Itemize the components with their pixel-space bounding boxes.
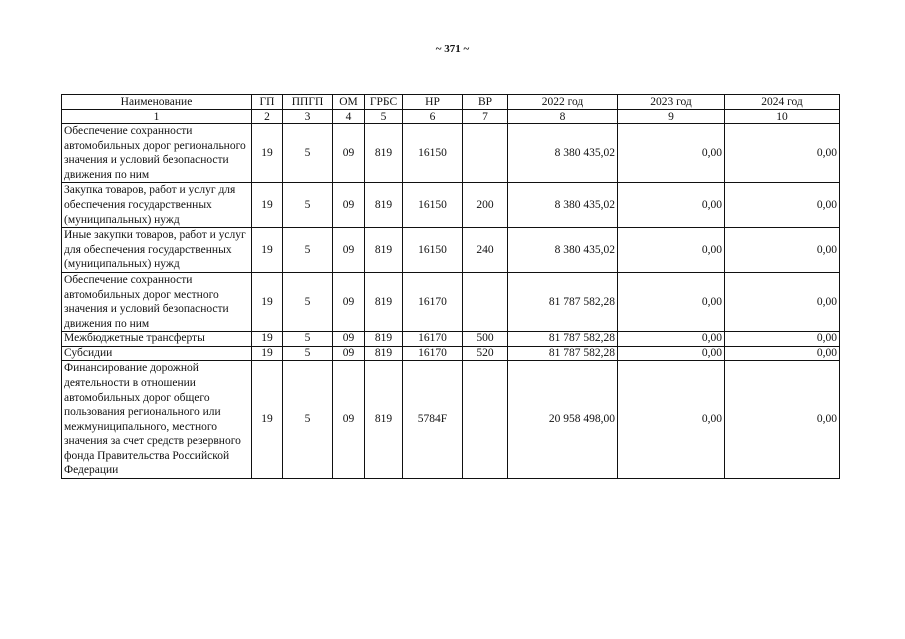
row-nr: 16170 xyxy=(403,332,463,347)
row-grbs: 819 xyxy=(365,332,403,347)
table-row xyxy=(62,361,840,479)
row-ppgp: 5 xyxy=(283,346,333,361)
row-om: 09 xyxy=(333,332,365,347)
row-amount-2023: 0,00 xyxy=(618,272,725,331)
header-ppgp: ППГП xyxy=(283,95,333,110)
row-vr xyxy=(463,272,508,331)
row-vr: 520 xyxy=(463,346,508,361)
page-number: ~ 371 ~ xyxy=(435,43,470,55)
row-gp: 19 xyxy=(252,228,283,273)
row-amount-2024: 0,00 xyxy=(725,183,840,228)
row-ppgp: 5 xyxy=(283,228,333,273)
column-number-row xyxy=(62,110,840,124)
table-row xyxy=(62,124,840,183)
row-nr: 16150 xyxy=(403,228,463,273)
row-vr: 500 xyxy=(463,332,508,347)
row-amount-2023: 0,00 xyxy=(618,346,725,361)
table-row xyxy=(62,346,840,361)
row-amount-2023: 0,00 xyxy=(618,124,725,183)
header-gp: ГП xyxy=(252,95,283,110)
row-amount-2022: 8 380 435,02 xyxy=(508,228,618,273)
table-row xyxy=(62,183,840,228)
row-name: Иные закупки товаров, работ и услуг для обеспечения государственных (муниципальных) нужд xyxy=(62,228,252,273)
row-amount-2024: 0,00 xyxy=(725,361,840,479)
row-amount-2024: 0,00 xyxy=(725,346,840,361)
column-number: 8 xyxy=(508,110,618,124)
row-amount-2024: 0,00 xyxy=(725,332,840,347)
table-row xyxy=(62,332,840,347)
column-number: 9 xyxy=(618,110,725,124)
row-om: 09 xyxy=(333,183,365,228)
row-vr xyxy=(463,361,508,479)
row-grbs: 819 xyxy=(365,124,403,183)
row-amount-2022: 81 787 582,28 xyxy=(508,332,618,347)
budget-table xyxy=(61,94,840,479)
row-nr: 16150 xyxy=(403,124,463,183)
row-name: Обеспечение сохранности автомобильных дорог местного значения и условий безопасности движения по ним xyxy=(62,272,252,331)
header-om: ОМ xyxy=(333,95,365,110)
row-amount-2023: 0,00 xyxy=(618,228,725,273)
row-name: Межбюджетные трансферты xyxy=(62,332,252,347)
row-ppgp: 5 xyxy=(283,332,333,347)
row-name: Закупка товаров, работ и услуг для обеспечения государственных (муниципальных) нужд xyxy=(62,183,252,228)
column-number: 2 xyxy=(252,110,283,124)
row-vr: 200 xyxy=(463,183,508,228)
header-grbs: ГРБС xyxy=(365,95,403,110)
row-amount-2022: 8 380 435,02 xyxy=(508,183,618,228)
column-number: 4 xyxy=(333,110,365,124)
row-grbs: 819 xyxy=(365,272,403,331)
column-number: 5 xyxy=(365,110,403,124)
row-vr xyxy=(463,124,508,183)
row-gp: 19 xyxy=(252,332,283,347)
row-amount-2022: 8 380 435,02 xyxy=(508,124,618,183)
row-amount-2023: 0,00 xyxy=(618,361,725,479)
row-grbs: 819 xyxy=(365,228,403,273)
row-amount-2023: 0,00 xyxy=(618,183,725,228)
header-vr: ВР xyxy=(463,95,508,110)
row-nr: 16170 xyxy=(403,272,463,331)
row-amount-2022: 20 958 498,00 xyxy=(508,361,618,479)
row-ppgp: 5 xyxy=(283,272,333,331)
header-name: Наименование xyxy=(62,95,252,110)
row-grbs: 819 xyxy=(365,183,403,228)
row-nr: 16170 xyxy=(403,346,463,361)
row-amount-2024: 0,00 xyxy=(725,272,840,331)
column-number: 1 xyxy=(62,110,252,124)
row-gp: 19 xyxy=(252,124,283,183)
header-year-2024: 2024 год xyxy=(725,95,840,110)
row-ppgp: 5 xyxy=(283,183,333,228)
header-year-2022: 2022 год xyxy=(508,95,618,110)
column-number: 3 xyxy=(283,110,333,124)
header-nr: НР xyxy=(403,95,463,110)
row-grbs: 819 xyxy=(365,361,403,479)
row-grbs: 819 xyxy=(365,346,403,361)
column-number: 7 xyxy=(463,110,508,124)
row-amount-2023: 0,00 xyxy=(618,332,725,347)
column-number: 6 xyxy=(403,110,463,124)
row-amount-2024: 0,00 xyxy=(725,228,840,273)
row-name: Финансирование дорожной деятельности в отношении автомобильных дорог общего пользования регионального или межмуниципального, местного значения за счет средств резервного фонда Правительства Российской Федерации xyxy=(62,361,252,479)
row-om: 09 xyxy=(333,272,365,331)
row-name: Обеспечение сохранности автомобильных дорог регионального значения и условий безопасности движения по ним xyxy=(62,124,252,183)
row-nr: 16150 xyxy=(403,183,463,228)
row-ppgp: 5 xyxy=(283,361,333,479)
row-om: 09 xyxy=(333,228,365,273)
row-gp: 19 xyxy=(252,272,283,331)
row-gp: 19 xyxy=(252,346,283,361)
row-om: 09 xyxy=(333,346,365,361)
row-vr: 240 xyxy=(463,228,508,273)
row-amount-2022: 81 787 582,28 xyxy=(508,346,618,361)
column-number: 10 xyxy=(725,110,840,124)
row-om: 09 xyxy=(333,361,365,479)
row-amount-2024: 0,00 xyxy=(725,124,840,183)
row-gp: 19 xyxy=(252,361,283,479)
table-row xyxy=(62,228,840,273)
row-gp: 19 xyxy=(252,183,283,228)
header-row xyxy=(62,95,840,110)
table-row xyxy=(62,272,840,331)
row-amount-2022: 81 787 582,28 xyxy=(508,272,618,331)
row-ppgp: 5 xyxy=(283,124,333,183)
row-nr: 5784F xyxy=(403,361,463,479)
row-om: 09 xyxy=(333,124,365,183)
header-year-2023: 2023 год xyxy=(618,95,725,110)
row-name: Субсидии xyxy=(62,346,252,361)
